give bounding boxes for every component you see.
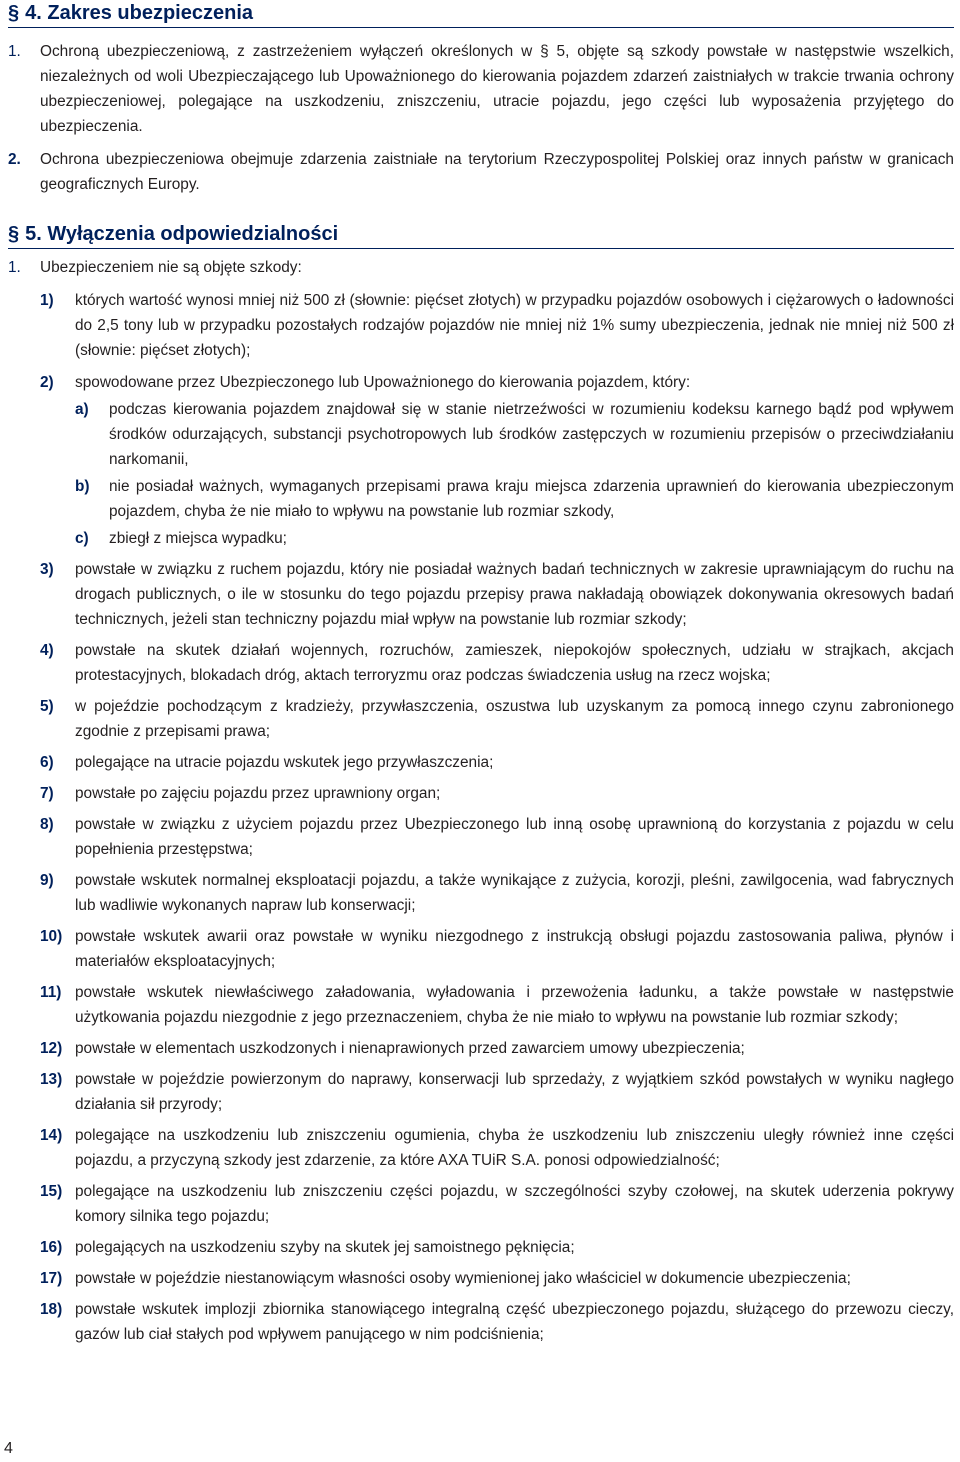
exclusion-item-16: [8, 1235, 954, 1260]
item-number: 16): [40, 1239, 63, 1256]
item-text: których wartość wynosi mniej niż 500 zł (słownie: pięćset złotych) w przypadku pojazdów osobowych i ciężarowych o ładowności do 2,5 tony lub w przypadku pozostałych rodzajów pojazdów nie mniej niż 1% sumy ubezpieczenia, jednak nie mniej niż 500 zł (słownie: pięćset złotych);: [75, 292, 954, 359]
paragraph-number: 1.: [8, 43, 21, 60]
item-number: 18): [40, 1301, 63, 1318]
exclusion-item-17: [8, 1266, 954, 1291]
item-text: polegające na utracie pojazdu wskutek jego przywłaszczenia;: [75, 754, 494, 771]
exclusion-item-15: [8, 1179, 954, 1229]
exclusion-item-12: [8, 1036, 954, 1061]
item-text: powstałe w pojeździe niestanowiącym własności osoby wymienionej jako właściciel w dokumencie ubezpieczenia;: [75, 1270, 851, 1287]
item-text: powstałe wskutek niewłaściwego załadowania, wyładowania i przewożenia ładunku, a także powstałe w następstwie użytkowania pojazdu niezgodnie z jego przeznaczeniem, chyba że nie miało to wpływu na powstanie lub rozmiar szkody;: [75, 984, 954, 1026]
paragraph-number: 2.: [8, 151, 21, 168]
item-number: 15): [40, 1183, 63, 1200]
exclusion-item-7: [8, 781, 954, 806]
item-number: 4): [40, 642, 54, 659]
exclusion-item-3: [8, 557, 954, 632]
item-text: powstałe po zajęciu pojazdu przez uprawniony organ;: [75, 785, 441, 802]
paragraph-number: 1.: [8, 259, 21, 276]
item-number: 9): [40, 872, 54, 889]
document-page: [8, 0, 954, 1347]
exclusion-item-11: [8, 980, 954, 1030]
item-text: powstałe w pojeździe powierzonym do naprawy, konserwacji lub sprzedaży, z wyjątkiem szkód powstałych w wyniku nagłego działania sił przyrody;: [75, 1071, 954, 1113]
exclusion-item-14: [8, 1123, 954, 1173]
exclusion-item-10: [8, 924, 954, 974]
item-number: 10): [40, 928, 63, 945]
section-symbol: §: [8, 2, 20, 24]
item-number: 8): [40, 816, 54, 833]
item-number: 11): [40, 984, 62, 1001]
item-text: powstałe w związku z użyciem pojazdu przez Ubezpieczonego lub inną osobę uprawnioną do korzystania z pojazdu w celu popełnienia przestępstwa;: [75, 816, 954, 858]
page-number: 4: [4, 1440, 13, 1457]
paragraph-text: Ochroną ubezpieczeniową, z zastrzeżeniem wyłączeń określonych w § 5, objęte są szkody powstałe w następstwie wszelkich, niezależnych od woli Ubezpieczającego lub Upoważnionego do kierowania pojazdem zdarzeń zaistniałych w trakcie trwania ochrony ubezpieczeniowej, polegające na uszkodzeniu, zniszczeniu, utracie pojazdu, jego części lub wyposażenia przyjętego do ubezpieczenia.: [40, 43, 954, 135]
item-number: 3): [40, 561, 54, 578]
item-number: 5): [40, 698, 54, 715]
item-text: w pojeździe pochodzącym z kradzieży, przywłaszczenia, oszustwa lub uzyskanym za pomocą innego czynu zabronionego zgodnie z przepisami prawa;: [75, 698, 954, 740]
item-text: powstałe w elementach uszkodzonych i nienaprawionych przed zawarciem umowy ubezpieczenia;: [75, 1040, 745, 1057]
item-text: polegających na uszkodzeniu szyby na skutek jej samoistnego pęknięcia;: [75, 1239, 575, 1256]
paragraph-text: Ochrona ubezpieczeniowa obejmuje zdarzenia zaistniałe na terytorium Rzeczypospolitej Polskiej oraz innych państw w granicach geograficznych Europy.: [40, 151, 954, 193]
subitem-letter: b): [75, 478, 90, 495]
exclusion-item-18: [8, 1297, 954, 1347]
item-text: powstałe na skutek działań wojennych, rozruchów, zamieszek, niepokojów społecznych, udziału w strajkach, akcjach protestacyjnych, blokadach dróg, aktach terroryzmu oraz podczas świadczenia usług na rzecz wojska;: [75, 642, 954, 684]
exclusion-item-2: [8, 370, 954, 395]
item-text: polegające na uszkodzeniu lub zniszczeniu ogumienia, chyba że uszkodzeniu lub zniszczeniu uległy również inne części pojazdu, a przyczyną szkody jest zdarzenie, za które AXA TUiR S.A. ponosi odpowiedzialność;: [75, 1127, 954, 1169]
item-number: 12): [40, 1040, 63, 1057]
exclusion-item-13: [8, 1067, 954, 1117]
item-text: spowodowane przez Ubezpieczonego lub Upoważnionego do kierowania pojazdem, który:: [75, 374, 691, 391]
section-5-heading: [8, 221, 954, 249]
subitem-letter: c): [75, 530, 89, 547]
exclusion-item-8: [8, 812, 954, 862]
exclusion-subitem-c: [8, 526, 954, 551]
section-4-heading: [8, 0, 954, 28]
item-number: 13): [40, 1071, 63, 1088]
section-4-paragraph-2: [8, 147, 954, 197]
section-5-title: 5. Wyłączenia odpowiedzialności: [25, 223, 339, 245]
exclusion-item-9: [8, 868, 954, 918]
item-text: powstałe wskutek normalnej eksploatacji pojazdu, a także wynikające z zużycia, korozji, pleśni, zawilgocenia, wad fabrycznych lub wadliwie wykonanych napraw lub konserwacji;: [75, 872, 954, 914]
item-number: 17): [40, 1270, 63, 1287]
exclusion-subitem-b: [8, 474, 954, 524]
paragraph-text: Ubezpieczeniem nie są objęte szkody:: [40, 259, 302, 276]
item-number: 7): [40, 785, 54, 802]
item-text: powstałe w związku z ruchem pojazdu, który nie posiadał ważnych badań technicznych w zakresie uprawniającym do ruchu na drogach publicznych, o ile w stosunku do tego pojazdu przepisy prawa nakładają obowiązek dokonywania okresowych badań technicznych, jeżeli stan techniczny pojazdu miał wpływ na powstanie lub rozmiar szkody;: [75, 561, 954, 628]
section-4-title: 4. Zakres ubezpieczenia: [25, 2, 254, 24]
exclusion-item-1: [8, 288, 954, 363]
section-4-paragraph-1: [8, 39, 954, 139]
subitem-letter: a): [75, 401, 89, 418]
exclusion-subitem-a: [8, 397, 954, 472]
item-text: polegające na uszkodzeniu lub zniszczeniu części pojazdu, w szczególności szyby czołowej, na skutek uderzenia pokrywy komory silnika tego pojazdu;: [75, 1183, 954, 1225]
item-text: powstałe wskutek awarii oraz powstałe w wyniku niezgodnego z instrukcją obsługi pojazdu zastosowania paliwa, płynów i materiałów eksploatacyjnych;: [75, 928, 954, 970]
item-number: 14): [40, 1127, 63, 1144]
section-symbol: §: [8, 223, 20, 245]
item-number: 1): [40, 292, 54, 309]
exclusion-item-4: [8, 638, 954, 688]
item-number: 6): [40, 754, 54, 771]
item-text: powstałe wskutek implozji zbiornika stanowiącego integralną część ubezpieczonego pojazdu, służącego do przewozu cieczy, gazów lub ciał stałych pod wpływem panującego w nim podciśnienia;: [75, 1301, 954, 1343]
subitem-text: podczas kierowania pojazdem znajdował się w stanie nietrzeźwości w rozumieniu kodeksu karnego bądź pod wpływem środków odurzających, substancji psychotropowych lub środków zastępczych w rozumieniu przepisów o przeciwdziałaniu narkomanii,: [109, 401, 954, 468]
item-number: 2): [40, 374, 54, 391]
subitem-text: zbiegł z miejsca wypadku;: [109, 530, 287, 547]
exclusion-item-5: [8, 694, 954, 744]
section-5-paragraph-1: [8, 255, 954, 280]
subitem-text: nie posiadał ważnych, wymaganych przepisami prawa kraju miejsca zdarzenia uprawnień do kierowania ubezpieczonym pojazdem, chyba że nie miało to wpływu na powstanie lub rozmiar szkody,: [109, 478, 954, 520]
exclusion-item-6: [8, 750, 954, 775]
